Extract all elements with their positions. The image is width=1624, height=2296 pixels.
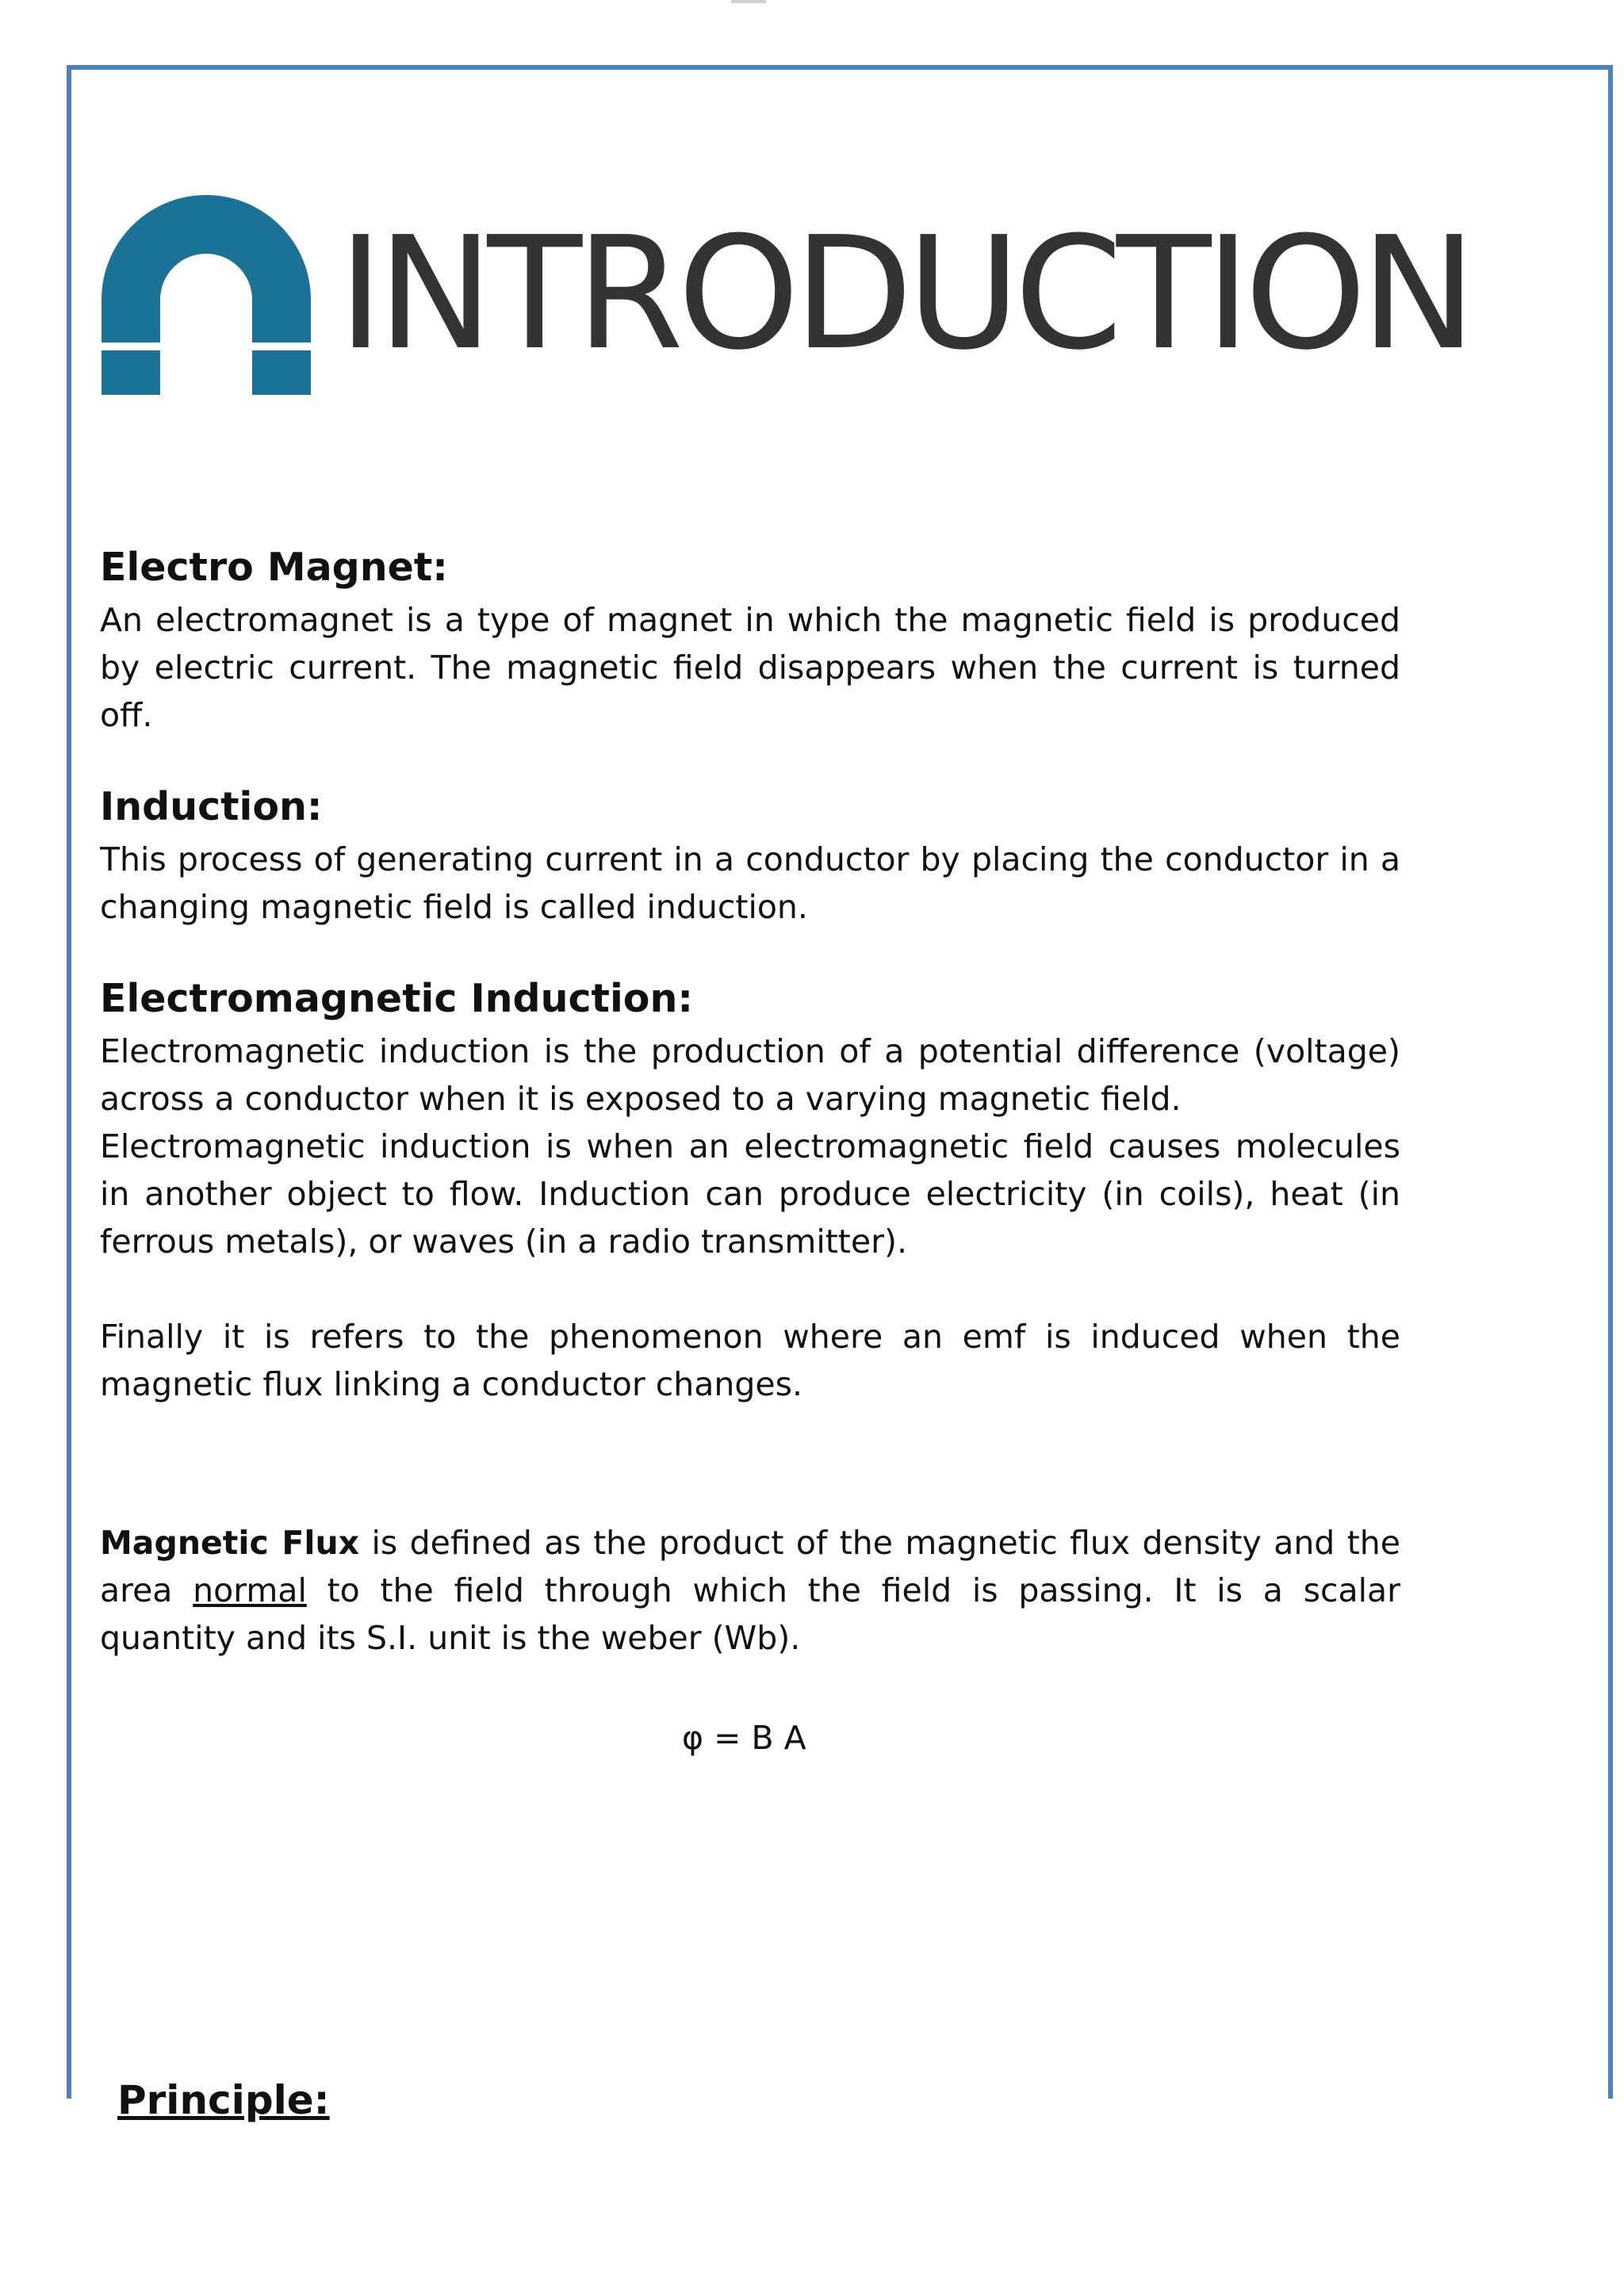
paragraph-em-induction-definition: Electromagnetic induction is the production of a potential difference (voltage) across a conductor when it is exposed to a varying magnetic field. bbox=[100, 1032, 1400, 1118]
heading-induction: Induction: bbox=[100, 784, 323, 829]
term-normal: normal bbox=[193, 1571, 307, 1609]
heading-electromagnetic-induction: Electromagnetic Induction: bbox=[100, 976, 693, 1021]
paragraph-em-induction-summary: Finally it is refers to the phenomenon where an emf is induced when the magnetic flux linking a conductor changes. bbox=[100, 1318, 1400, 1403]
header-mark bbox=[731, 0, 766, 3]
flux-text-part-2: to the field through which the field is passing. It is a scalar quantity and its S.I. unit is the weber (Wb). bbox=[100, 1571, 1401, 1657]
horseshoe-magnet-icon bbox=[102, 189, 311, 401]
paragraph-em-induction-examples: Electromagnetic induction is when an electromagnetic field causes molecules in another object to flow. Induction can produce electricity (in coils), heat (in ferrous metals), or waves (in a radio transmitter). bbox=[100, 1127, 1400, 1261]
flux-text-part-1: is defined as the product of the magnetic flux density and the area bbox=[100, 1524, 1400, 1609]
paragraph-magnetic-flux bbox=[100, 1519, 1400, 1662]
term-magnetic-flux: Magnetic Flux bbox=[100, 1524, 360, 1562]
document-body bbox=[100, 539, 1400, 1662]
paragraph-induction: This process of generating current in a conductor by placing the conductor in a changing magnetic field is called induction. bbox=[100, 840, 1400, 926]
introduction-logo bbox=[102, 189, 1471, 403]
magnetic-flux-formula: φ = B A bbox=[682, 1719, 806, 1757]
heading-electro-magnet: Electro Magnet: bbox=[100, 545, 448, 590]
paragraph-electro-magnet: An electromagnet is a type of magnet in which the magnetic field is produced by electric current. The magnetic field disappears when the current is turned off. bbox=[100, 601, 1400, 734]
logo-text: INTRODUCTION bbox=[338, 204, 1471, 385]
heading-principle: Principle: bbox=[117, 2077, 330, 2123]
